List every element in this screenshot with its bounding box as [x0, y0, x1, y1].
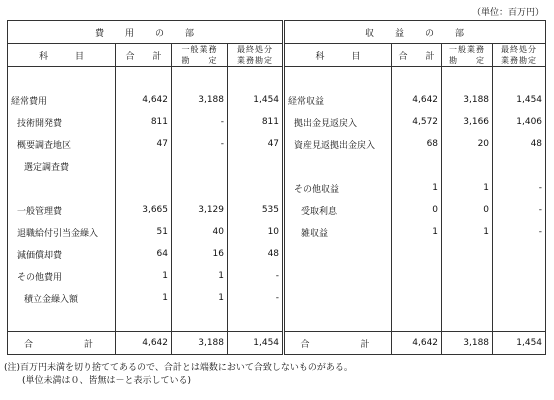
expense-total-cell: 64: [116, 243, 172, 265]
table-row: [8, 243, 546, 265]
income-general-header: 一般業務 勘 定: [442, 44, 493, 67]
unit-label: （単位：百万円）: [471, 8, 544, 18]
income-general-cell: [442, 265, 493, 287]
income-item-label: 雑収益: [284, 221, 392, 243]
income-general-cell: 1: [442, 177, 493, 199]
expense-item-label: 減価償却費: [17, 250, 63, 261]
income-final-cell: [493, 243, 546, 265]
table-row: [8, 155, 546, 177]
expense-total-cell: 811: [116, 111, 172, 133]
expense-final-cell: 811: [228, 111, 284, 133]
income-expense-table: [7, 20, 546, 355]
income-final-cell: -: [493, 177, 546, 199]
income-item-label: その他収益: [284, 177, 392, 199]
expense-item-header: 科 目: [8, 44, 116, 67]
expense-total-cell: 1: [116, 265, 172, 287]
expense-section-title: 費 用 の 部: [8, 21, 284, 44]
income-general-value: 3,188: [442, 332, 493, 355]
income-total-cell: 1: [392, 177, 442, 199]
expense-final-cell: [228, 177, 284, 199]
expense-general-cell: 3,129: [172, 199, 228, 221]
income-final-cell: 1,406: [493, 111, 546, 133]
section-header-row: [8, 21, 546, 44]
income-total-cell: 4,642: [392, 89, 442, 111]
expense-general-cell: 1: [172, 287, 228, 309]
table-row: [8, 111, 546, 133]
expense-final-cell: [228, 155, 284, 177]
table-row: [8, 133, 546, 155]
income-general-cell: [442, 243, 493, 265]
income-item-label: 資産見返拠出金戻入: [284, 133, 392, 155]
income-item-label: 拠出金見返戻入: [284, 111, 392, 133]
expense-general-cell: [172, 177, 228, 199]
income-general-cell: 1: [442, 221, 493, 243]
expense-total-value: 4,642: [116, 332, 172, 355]
expense-item-label: 技術開発費: [17, 118, 63, 129]
income-item-label: [284, 243, 392, 265]
income-general-cell: 20: [442, 133, 493, 155]
expense-item-label: 選定調査費: [24, 162, 70, 173]
income-item-label: [284, 287, 392, 309]
income-general-cell: 3,166: [442, 111, 493, 133]
income-total-cell: 4,572: [392, 111, 442, 133]
expense-final-header: 最終処分 業務勘定: [228, 44, 284, 67]
expense-total-header: 合 計: [116, 44, 172, 67]
income-item-label: [284, 155, 392, 177]
expense-item-label: 一般管理費: [17, 206, 63, 217]
expense-total-cell: 4,642: [116, 89, 172, 111]
expense-total-cell: 3,665: [116, 199, 172, 221]
income-section-title: 収 益 の 部: [284, 21, 546, 44]
income-total-cell: [392, 265, 442, 287]
expense-general-cell: 1: [172, 265, 228, 287]
footnote-line-2: (単位未満は０、皆無は－と表示している): [22, 376, 192, 386]
income-item-header: 科 目: [284, 44, 392, 67]
table-row: [8, 89, 546, 111]
expense-final-cell: 47: [228, 133, 284, 155]
income-total-cell: 1: [392, 221, 442, 243]
expense-general-cell: [172, 155, 228, 177]
expense-general-cell: 16: [172, 243, 228, 265]
expense-general-cell: -: [172, 111, 228, 133]
expense-general-header: 一般業務 勘 定: [172, 44, 228, 67]
table-row: [8, 199, 546, 221]
expense-final-cell: 48: [228, 243, 284, 265]
expense-item-label: 積立金繰入額: [24, 294, 79, 305]
income-final-cell: 1,454: [493, 89, 546, 111]
footnote: [4, 362, 353, 388]
expense-final-value: 1,454: [228, 332, 284, 355]
total-row: [8, 332, 546, 355]
expense-item-label: その他費用: [17, 272, 63, 283]
income-item-label: [284, 265, 392, 287]
expense-item-label: 経常費用: [11, 96, 48, 107]
income-total-cell: [392, 287, 442, 309]
expense-general-cell: -: [172, 133, 228, 155]
table-row: [8, 221, 546, 243]
income-total-header: 合 計: [392, 44, 442, 67]
income-final-cell: -: [493, 221, 546, 243]
income-general-cell: 3,188: [442, 89, 493, 111]
expense-total-cell: 1: [116, 287, 172, 309]
column-header-row: [8, 44, 546, 67]
income-item-label: 経常収益: [284, 89, 392, 111]
table-row: [8, 177, 546, 199]
income-general-cell: 0: [442, 199, 493, 221]
income-final-header: 最終処分 業務勘定: [493, 44, 546, 67]
income-total-cell: [392, 243, 442, 265]
income-total-cell: [392, 155, 442, 177]
expense-final-cell: 1,454: [228, 89, 284, 111]
income-total-label: 合 計: [284, 332, 392, 355]
income-general-cell: [442, 155, 493, 177]
income-total-cell: 0: [392, 199, 442, 221]
expense-item-label: [8, 177, 116, 199]
expense-total-label: 合 計: [8, 332, 116, 355]
expense-item-label: 概要調査地区: [17, 140, 72, 151]
footnote-line-1: (注)百万円未満を切り捨ててあるので、合計とは端数において合致しないものがある。: [4, 363, 353, 373]
expense-final-cell: -: [228, 265, 284, 287]
expense-total-cell: 51: [116, 221, 172, 243]
expense-total-cell: [116, 177, 172, 199]
income-final-cell: [493, 155, 546, 177]
income-total-cell: 68: [392, 133, 442, 155]
expense-final-cell: -: [228, 287, 284, 309]
income-final-cell: [493, 265, 546, 287]
income-final-cell: 48: [493, 133, 546, 155]
expense-general-cell: 3,188: [172, 89, 228, 111]
table-row: [8, 265, 546, 287]
expense-item-label: 退職給付引当金繰入: [17, 228, 99, 239]
expense-general-value: 3,188: [172, 332, 228, 355]
table-row: [8, 287, 546, 309]
expense-final-cell: 535: [228, 199, 284, 221]
income-final-cell: -: [493, 199, 546, 221]
expense-general-cell: 40: [172, 221, 228, 243]
income-final-cell: [493, 287, 546, 309]
income-total-value: 4,642: [392, 332, 442, 355]
income-final-value: 1,454: [493, 332, 546, 355]
expense-total-cell: [116, 155, 172, 177]
expense-total-cell: 47: [116, 133, 172, 155]
expense-final-cell: 10: [228, 221, 284, 243]
income-general-cell: [442, 287, 493, 309]
income-item-label: 受取利息: [284, 199, 392, 221]
